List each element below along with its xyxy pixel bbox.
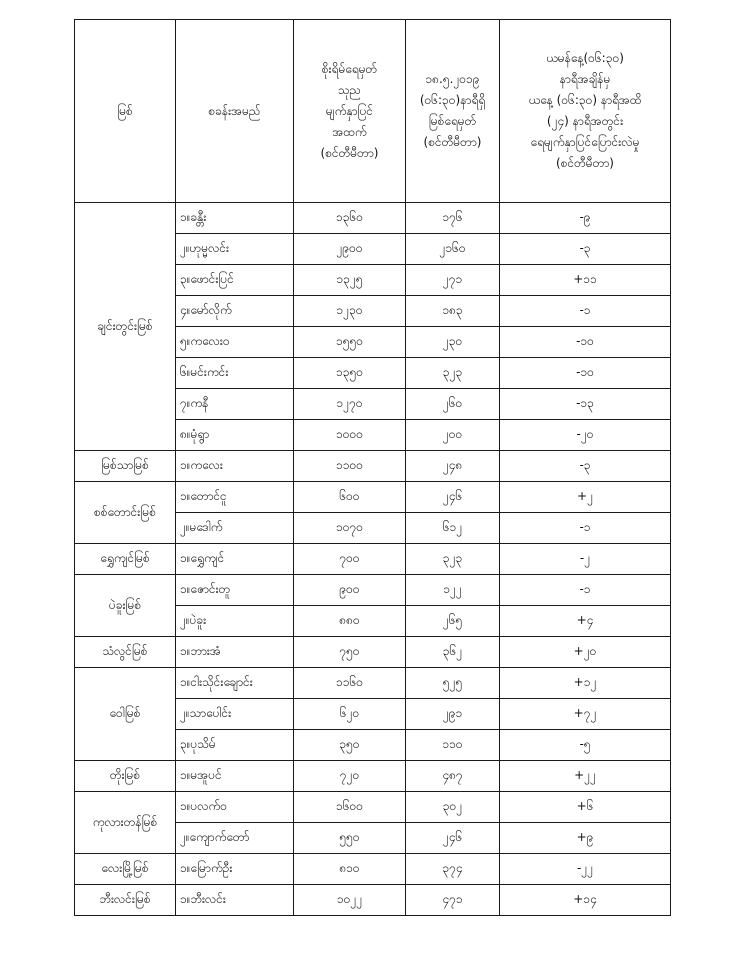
header-line: (၀၆:၃၀)နာရီရှိ xyxy=(419,93,486,107)
header-change xyxy=(500,20,671,203)
table-row xyxy=(75,451,671,482)
danger-level-cell: ၁၂၇၀ xyxy=(294,389,406,420)
level-change-cell: +၉ xyxy=(500,823,671,854)
current-level-cell: ၂၃၀ xyxy=(406,327,500,358)
station-name-cell: ၁။မအူပင် xyxy=(176,761,294,792)
danger-level-cell: ၁၁၆၀ xyxy=(294,668,406,699)
station-name-cell: ၁။ဇောင်းတူ xyxy=(176,575,294,606)
table-row xyxy=(75,575,671,606)
header-line: (စင်တီမီတာ) xyxy=(423,135,482,149)
danger-level-cell: ၁၁၀၀ xyxy=(294,451,406,482)
station-name-cell: ၈။မုံရွာ xyxy=(176,420,294,451)
current-level-cell: ၄၈၇ xyxy=(406,761,500,792)
table-body xyxy=(75,203,671,916)
current-level-cell: ၁၈၃ xyxy=(406,296,500,327)
header-station: စခန်းအမည် xyxy=(176,20,294,203)
station-name-cell: ၂။ကျောက်တော် xyxy=(176,823,294,854)
station-name-cell: ၁။မြောက်ဦး xyxy=(176,854,294,885)
danger-level-cell: ၈၁၀ xyxy=(294,854,406,885)
current-level-cell: ၁၂၂ xyxy=(406,575,500,606)
current-level-cell: ၂၁၆၀ xyxy=(406,234,500,265)
current-level-cell: ၂၄၆ xyxy=(406,823,500,854)
river-level-table xyxy=(74,19,671,916)
level-change-cell: -၁ xyxy=(500,296,671,327)
danger-level-cell: ၁၀၀၀ xyxy=(294,420,406,451)
station-name-cell: ၂။မဒေါက် xyxy=(176,513,294,544)
station-name-cell: ၂။ပဲခူး xyxy=(176,606,294,637)
danger-level-cell: ၉၀၀ xyxy=(294,575,406,606)
level-change-cell: -၂၂ xyxy=(500,854,671,885)
header-danger-level xyxy=(294,20,406,203)
header-line: (စင်တီမီတာ) xyxy=(320,145,379,160)
current-level-cell: ၁၇၆ xyxy=(406,203,500,234)
station-name-cell: ၄။မော်လိုက် xyxy=(176,296,294,327)
header-line: မြစ်ရေမှတ် xyxy=(428,114,477,128)
river-name-cell: ပဲခူးမြစ် xyxy=(75,575,176,637)
table-row xyxy=(75,792,671,823)
current-level-cell: ၅၂၅ xyxy=(406,668,500,699)
header-river: မြစ် xyxy=(75,20,176,203)
danger-level-cell: ၁၃၅၀ xyxy=(294,358,406,389)
level-change-cell: +၁၄ xyxy=(500,885,671,916)
station-name-cell: ၁။တောင်ငူ xyxy=(176,482,294,513)
station-name-cell: ၂။သာပေါင်း xyxy=(176,699,294,730)
current-level-cell: ၄၇၁ xyxy=(406,885,500,916)
danger-level-cell: ၅၅၀ xyxy=(294,823,406,854)
header-current-level xyxy=(406,20,500,203)
station-name-cell: ၁။ငါးသိုင်းချောင်း xyxy=(176,668,294,699)
current-level-cell: ၁၁၀ xyxy=(406,730,500,761)
header-line: ယနေ့ (၀၆:၃၀) နာရီအထိ xyxy=(528,93,642,107)
danger-level-cell: ၇၀၀ xyxy=(294,544,406,575)
level-change-cell: -၁ xyxy=(500,575,671,606)
station-name-cell: ၁။ဘားအံ xyxy=(176,637,294,668)
header-line: သုည xyxy=(337,82,362,97)
table-row xyxy=(75,637,671,668)
header-line: နာရီအချိန်မှ xyxy=(559,72,611,86)
header-line: ၁၈.၅.၂၀၁၉ xyxy=(425,72,480,86)
header-line: ရေမျက်နှာပြင်ပြောင်းလဲမှု xyxy=(530,135,640,149)
level-change-cell: +၂ xyxy=(500,482,671,513)
current-level-cell: ၃၇၄ xyxy=(406,854,500,885)
danger-level-cell: ၁၀၂၂ xyxy=(294,885,406,916)
river-name-cell: စစ်တောင်းမြစ် xyxy=(75,482,176,544)
station-name-cell: ၆။မင်းကင်း xyxy=(176,358,294,389)
table-row xyxy=(75,203,671,234)
level-change-cell: -၂ xyxy=(500,544,671,575)
level-change-cell: +၁၂ xyxy=(500,668,671,699)
current-level-cell: ၂၆၅ xyxy=(406,606,500,637)
danger-level-cell: ၇၅၀ xyxy=(294,637,406,668)
level-change-cell: -၃ xyxy=(500,451,671,482)
station-name-cell: ၁။ဘီးလင်း xyxy=(176,885,294,916)
danger-level-cell: ၇၂၀ xyxy=(294,761,406,792)
station-name-cell: ၇။ကနီ xyxy=(176,389,294,420)
danger-level-cell: ၈၈၀ xyxy=(294,606,406,637)
danger-level-cell: ၁၂၃၀ xyxy=(294,296,406,327)
station-name-cell: ၁။ကလေး xyxy=(176,451,294,482)
table-row xyxy=(75,885,671,916)
danger-level-cell: ၁၃၂၅ xyxy=(294,265,406,296)
danger-level-cell: ၁၃၆၀ xyxy=(294,203,406,234)
river-name-cell: ချင်းတွင်းမြစ် xyxy=(75,203,176,451)
current-level-cell: ၂၄၆ xyxy=(406,482,500,513)
header-line: မျက်နှာပြင် xyxy=(325,103,374,118)
danger-level-cell: ၆၀၀ xyxy=(294,482,406,513)
river-name-cell: တိုးမြစ် xyxy=(75,761,176,792)
level-change-cell: -၁၃ xyxy=(500,389,671,420)
table-row xyxy=(75,482,671,513)
table-row xyxy=(75,668,671,699)
station-name-cell: ၂။ဟုမ္မလင်း xyxy=(176,234,294,265)
danger-level-cell: ၁၀၇၀ xyxy=(294,513,406,544)
river-name-cell: လေးမြို့မြစ် xyxy=(75,854,176,885)
current-level-cell: ၂၀၀ xyxy=(406,420,500,451)
level-change-cell: -၁၀ xyxy=(500,327,671,358)
current-level-cell: ၃၀၂ xyxy=(406,792,500,823)
current-level-cell: ၂၄၈ xyxy=(406,451,500,482)
river-name-cell: ဘီးလင်းမြစ် xyxy=(75,885,176,916)
current-level-cell: ၃၆၂ xyxy=(406,637,500,668)
station-name-cell: ၃။ပုသိမ် xyxy=(176,730,294,761)
river-name-cell: မြစ်သာမြစ် xyxy=(75,451,176,482)
table-row xyxy=(75,761,671,792)
current-level-cell: ၃၂၃ xyxy=(406,358,500,389)
current-level-cell: ၆၁၂ xyxy=(406,513,500,544)
level-change-cell: -၉ xyxy=(500,203,671,234)
header-line: (၂၄) နာရီအတွင်း xyxy=(546,114,624,128)
river-name-cell: ကုလားတန်မြစ် xyxy=(75,792,176,854)
level-change-cell: -၁၀ xyxy=(500,358,671,389)
level-change-cell: +၂၂ xyxy=(500,761,671,792)
level-change-cell: -၅ xyxy=(500,730,671,761)
table-row xyxy=(75,854,671,885)
header-row xyxy=(75,20,671,203)
station-name-cell: ၃။ဖောင်းပြင် xyxy=(176,265,294,296)
station-name-cell: ၅။ကလေးဝ xyxy=(176,327,294,358)
danger-level-cell: ၆၂၀ xyxy=(294,699,406,730)
level-change-cell: +၁၁ xyxy=(500,265,671,296)
danger-level-cell: ၂၉၀၀ xyxy=(294,234,406,265)
header-line: ယမန်နေ့(၀၆:၃၀) xyxy=(546,51,624,65)
station-name-cell: ၁။ရွှေကျင် xyxy=(176,544,294,575)
level-change-cell: -၁ xyxy=(500,513,671,544)
level-change-cell: -၃ xyxy=(500,234,671,265)
table-row xyxy=(75,544,671,575)
danger-level-cell: ၁၆၀၀ xyxy=(294,792,406,823)
level-change-cell: +၆ xyxy=(500,792,671,823)
current-level-cell: ၂၆၀ xyxy=(406,389,500,420)
river-name-cell: ဝေါမြစ် xyxy=(75,668,176,761)
header-line: စိုးရိမ်ရေမှတ် xyxy=(321,61,378,76)
current-level-cell: ၂၇၁ xyxy=(406,265,500,296)
river-name-cell: သံလွင်မြစ် xyxy=(75,637,176,668)
level-change-cell: +၇၂ xyxy=(500,699,671,730)
station-name-cell: ၁။ပလက်ဝ xyxy=(176,792,294,823)
header-line: (စင်တီမီတာ) xyxy=(556,156,614,170)
level-change-cell: -၂၀ xyxy=(500,420,671,451)
level-change-cell: +၂၀ xyxy=(500,637,671,668)
river-name-cell: ရွှေကျင်မြစ် xyxy=(75,544,176,575)
danger-level-cell: ၃၅၀ xyxy=(294,730,406,761)
level-change-cell: +၄ xyxy=(500,606,671,637)
current-level-cell: ၃၂၃ xyxy=(406,544,500,575)
station-name-cell: ၁။ခန္တီး xyxy=(176,203,294,234)
current-level-cell: ၂၉၁ xyxy=(406,699,500,730)
danger-level-cell: ၁၅၅၀ xyxy=(294,327,406,358)
header-line: အထက် xyxy=(332,124,367,139)
